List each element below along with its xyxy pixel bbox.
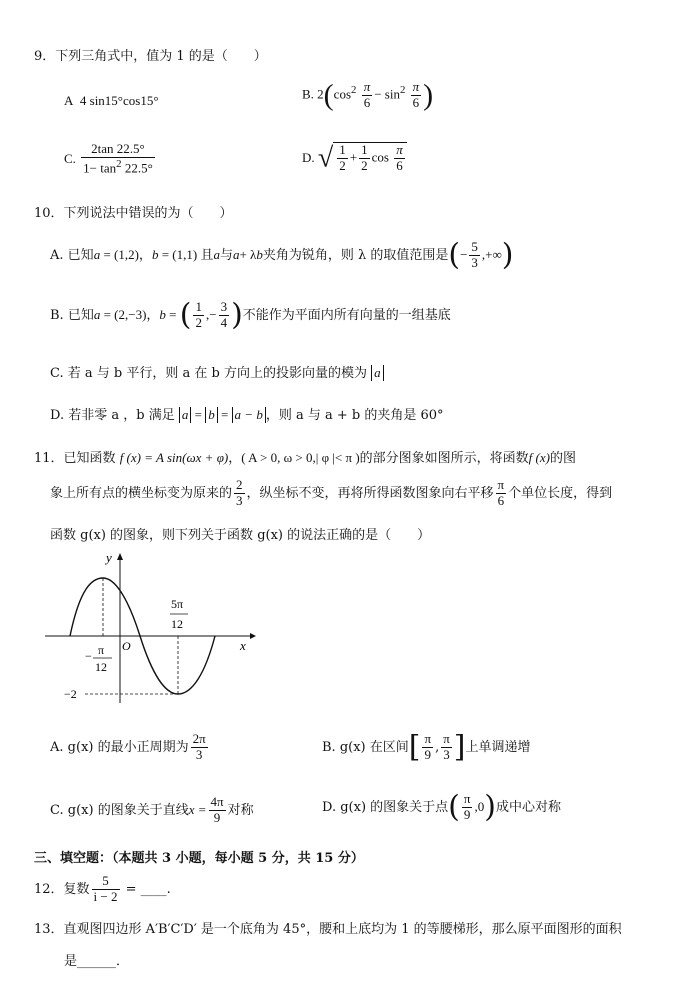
vector-a: a — [232, 246, 240, 262]
q11-line2 — [50, 478, 612, 509]
text: + λ — [239, 246, 257, 262]
q11-line1 — [34, 447, 576, 466]
equals: = — [191, 407, 206, 422]
exponent: 2 — [116, 157, 122, 170]
text: 11．已知函数 — [34, 451, 120, 466]
frac-num: π — [412, 79, 420, 94]
frac-num: 5 — [92, 874, 120, 890]
frac-den: 4 — [220, 314, 228, 330]
option-label: D. — [50, 408, 65, 423]
condition: ，( A > 0, ω > 0,| φ |< π ) — [228, 450, 360, 465]
frac-num: 2tan 22.5° — [81, 142, 155, 158]
sin-fn: sin — [384, 86, 400, 102]
text: 不能作为平面内所有向量的一组基底 — [242, 307, 451, 323]
text: 的图 — [549, 451, 576, 466]
option-label: A — [64, 93, 74, 108]
text: 已知 — [67, 307, 94, 323]
left-tick-num: π — [98, 643, 105, 657]
frac-num: 1 — [361, 142, 368, 157]
text: 上单调递增 — [465, 739, 531, 755]
vector-b: b — [159, 306, 166, 322]
option-label: D. — [322, 799, 337, 815]
text: 与 — [219, 247, 233, 263]
q10-option-c — [50, 362, 384, 381]
q9-option-a — [64, 93, 159, 109]
frac-den — [81, 158, 155, 176]
frac-num: 4π — [210, 794, 224, 809]
text: 成中心对称 — [495, 799, 561, 815]
q11-option-b: B. g(x) 在区间[ $\frac{\pi}{9}$ , $\frac{\pi}{3}$ ]上单调递增 — [322, 729, 531, 765]
text: = — [165, 306, 180, 322]
frac-den: 6 — [363, 94, 371, 110]
frac-num: 2π — [192, 731, 206, 746]
frac-den: 3 — [471, 254, 478, 270]
text: = (1,2)， — [100, 246, 152, 262]
range-tail: ,+∞ — [481, 246, 502, 262]
option-label: B. — [302, 86, 314, 102]
zero: ,0 — [474, 798, 485, 814]
q9-a-expr: 4 sin15°cos15° — [79, 93, 159, 108]
vector-b: b — [151, 246, 159, 262]
separator: ,− — [205, 306, 217, 322]
frac-den: 9 — [424, 746, 432, 762]
plus-sign: + — [349, 149, 358, 165]
text: 夹角为锐角，则 λ 的取值范围是 — [262, 247, 449, 263]
q13-line2: 是______． — [64, 954, 130, 969]
den-part: 1− tan — [83, 160, 117, 176]
q10-stem: 10．下列说法中错误的为（ ） — [34, 206, 233, 221]
x-label: x — [240, 638, 246, 653]
frac-den: 3 — [195, 746, 203, 762]
frac-num: 1 — [195, 299, 202, 314]
text: 对称 — [227, 802, 254, 818]
vector-a: a — [93, 246, 101, 262]
q9-option-c — [64, 142, 157, 176]
q10-option-a: A. 已知a = (1,2)，b = (1,1) 且a与a+ λb夹角为锐角，则 λ 的取值范围是(− $\frac{5}{3}$ ,+∞) — [50, 237, 514, 273]
minus-sign: − — [460, 246, 468, 262]
text: g(x) 在区间 — [339, 739, 409, 755]
text: 已知 — [67, 247, 94, 263]
q11-option-c — [50, 795, 254, 826]
frac-num: π — [497, 477, 505, 492]
text: g(x) 的最小正周期为 — [67, 739, 189, 755]
frac-num: 2 — [236, 477, 243, 492]
text: g(x) 的图象关于点 — [340, 799, 449, 815]
left-tick-sign: − — [85, 649, 92, 663]
vector-b: b — [256, 246, 263, 262]
minus-sign: − — [374, 86, 382, 102]
abs-value: b — [205, 407, 218, 423]
q12 — [34, 874, 171, 905]
exponent: 2 — [351, 84, 357, 97]
min-label: −2 — [64, 687, 77, 701]
option-label: A. — [50, 247, 64, 263]
option-label: C. — [50, 366, 64, 381]
abs-value: a — [371, 365, 384, 381]
option-label: B. — [50, 307, 64, 323]
tick-num: 5π — [171, 597, 184, 611]
option-label: C. — [64, 151, 76, 167]
sine-graph — [40, 548, 260, 708]
exponent: 2 — [399, 84, 406, 97]
frac-num: 5 — [471, 239, 478, 254]
text: 若 a 与 b 平行，则 a 在 b 方向上的投影向量的模为 — [67, 366, 367, 381]
q9-stem: 9．下列三角式中，值为 1 的是（ ） — [34, 49, 267, 64]
frac-den: 6 — [412, 94, 420, 110]
left-tick-den: 12 — [95, 660, 107, 674]
tick-den: 12 — [171, 617, 183, 631]
origin-label: O — [122, 639, 131, 653]
frac-num: π — [396, 142, 403, 157]
abs-value: a — [179, 407, 192, 423]
y-axis-arrow — [117, 553, 123, 560]
function-name: f (x) — [528, 450, 550, 465]
function-expr: f (x) = A sin(ωx + φ) — [119, 450, 229, 465]
text: ，则 a 与 a + b 的夹角是 60° — [265, 408, 444, 423]
sqrt-expr: √ $\frac{1}{2}$ + $\frac{1}{2}$ cos $\frac{\pi}{6}$ — [318, 142, 407, 174]
option-label: D. — [302, 149, 315, 165]
frac-den: i − 2 — [93, 888, 118, 904]
text: = ____. — [121, 881, 171, 897]
q9-option-b: B. $2(\cos^2$ $\frac{\pi}{6}$ − $\sin^2$ $\frac{\pi}{6}$ ) — [302, 78, 434, 112]
q11-line3: 函数 g(x) 的图象，则下列关于函数 g(x) 的说法正确的是（ ） — [50, 528, 431, 543]
text: = (1,1) 且 — [158, 246, 214, 262]
equals: = — [217, 407, 232, 422]
text: 象上所有点的横坐标变为原来的 — [50, 485, 233, 501]
q13-line1: 13．直观图四边形 A′B′C′D′ 是一个底角为 45°，腰和上底均为 1 的等腰梯形，那么原平面图形的面积 — [34, 922, 622, 937]
frac-num: 3 — [220, 299, 228, 314]
vector-a: a — [213, 246, 220, 262]
frac-den: 9 — [213, 809, 221, 825]
q9-b-coef: 2 — [317, 86, 324, 102]
variable: x = — [188, 801, 207, 817]
frac-den: 2 — [339, 157, 346, 173]
text: g(x) 的图象关于直线 — [67, 802, 189, 818]
frac-den: 6 — [396, 157, 403, 173]
abs-value: a − b — [232, 407, 266, 423]
cos-fn: cos — [371, 149, 389, 165]
text: = (2,−3)， — [100, 306, 160, 322]
frac-num: π — [424, 731, 432, 746]
q10-option-d — [50, 404, 444, 423]
text: 12．复数 — [34, 881, 90, 897]
option-label: B. — [322, 739, 336, 755]
frac-den: 3 — [443, 746, 450, 762]
option-label: C. — [50, 802, 64, 818]
den-part: 22.5° — [121, 160, 153, 176]
q11-option-d: D. g(x) 的图象关于点( $\frac{\pi}{9}$ ,0)成中心对称 — [322, 789, 561, 825]
q10-option-b: B. 已知a = (2,−3)，b = ( $\frac{1}{2}$ ,− $\frac{3}{4}$ )不能作为平面内所有向量的一组基底 — [50, 297, 451, 333]
x-axis-arrow — [250, 633, 256, 639]
frac-num: 1 — [339, 142, 346, 157]
option-label: A. — [50, 739, 64, 755]
cos-fn: cos — [333, 86, 352, 102]
text: 若非零 a ，b 满足 — [68, 408, 175, 423]
frac-den: 6 — [497, 492, 505, 508]
vector-a: a — [93, 306, 101, 322]
section-title: 三、填空题：（本题共 3 小题，每小题 5 分，共 15 分） — [34, 851, 364, 866]
frac-num: π — [363, 79, 371, 94]
frac-den: 2 — [361, 157, 368, 173]
text: 个单位长度，得到 — [508, 485, 613, 501]
text: ，纵坐标不变，再将所得函数图象向右平移 — [246, 485, 494, 501]
text: 的部分图象如图所示，将函数 — [359, 451, 529, 466]
q11-option-a — [50, 732, 210, 763]
y-label: y — [106, 550, 112, 565]
frac-num: π — [443, 731, 450, 746]
frac-den: 2 — [195, 314, 202, 330]
frac-den: 9 — [463, 806, 471, 822]
q9-option-d — [302, 142, 407, 174]
frac-den: 3 — [236, 492, 243, 508]
frac-num: π — [463, 791, 471, 806]
